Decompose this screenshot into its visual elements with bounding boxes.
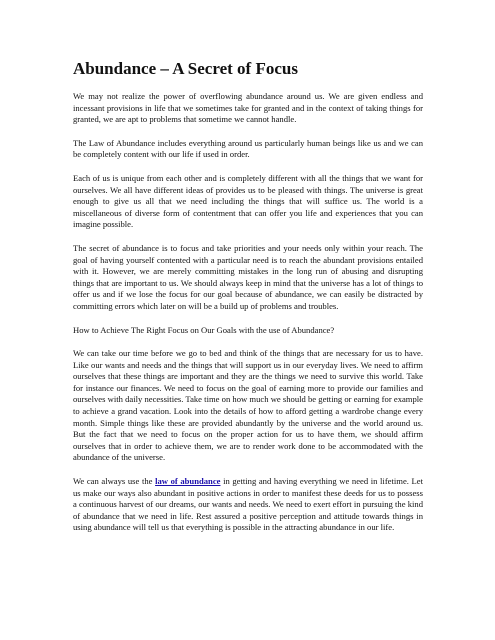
paragraph-steps: We can take our time before we go to bed and think of the things that are necessary for us to have. Like our wants and needs and the things that will support us in our everyday lives. We need to affirm ourselves that these things are important and they are the things we need to survive this world. Take for instance our finances. We need to focus on the goal of earning more to provide our families and ourselves with daily necessities. Take time on how much we should be getting or earning for example to achieve a grand vacation. Look into the details of how to afford getting a wardrobe change every month. Simple things like these are provided abundantly by the universe and the world around us. But the fact that we need to focus on the proper action for us to have them, we should affirm ourselves that in order to achieve them, we are to render work done to be accommodated with the abundance of the universe. (73, 348, 423, 463)
conclusion-text-before: We can always use the (73, 476, 156, 487)
paragraph-unique: Each of us is unique from each other and is completely different with all the things that we want for ourselves. We all have different ideas of provides us to be pleased with things. The universe is great enough to give us all that we need including the things that will suffice us. The world is a miscellaneous of diverse form of contentment that can offer you life and experiences that you can imagine possible. (73, 172, 423, 230)
conclusion-text-after: in getting and having everything we need in lifetime. Let us make our ways also abundant in positive actions in order to manifest these deeds for us to possess a continuous harvest of our dreams, our wants and needs. We need to exert effort in pursuing the kind of abundance that we need in life. Rest assured a positive perception and attitude towards things in using abundance will tell us that everything is possible in the attracting abundance in our life. (73, 476, 423, 533)
paragraph-secret: The secret of abundance is to focus and take priorities and your needs only within your reach. The goal of having yourself contented with a particular need is to reach the abundant provisions entailed with it. However, we are merely committing mistakes in the long run of abusing and disrupting things that are important to us. We should always keep in mind that the universe has a lot of things to offer us and if we lose the focus for our goal because of abundance, we can easily be distracted by committing errors which later on will be a build up of problems and troubles. (73, 242, 423, 311)
document-page (73, 58, 423, 546)
paragraph-intro: We may not realize the power of overflowing abundance around us. We are given endless and incessant provisions in life that we sometimes take for granted and in the context of taking things for granted, we are apt to problems that sometime we cannot handle. (73, 91, 423, 125)
paragraph-question: How to Achieve The Right Focus on Our Goals with the use of Abundance? (73, 324, 335, 335)
document-title: Abundance – A Secret of Focus (73, 59, 298, 78)
law-of-abundance-link[interactable]: law of abundance (155, 476, 221, 487)
paragraph-conclusion (73, 476, 423, 534)
paragraph-law: The Law of Abundance includes everything around us particularly human beings like us and we can be completely content with our life if used in order. (73, 137, 423, 160)
